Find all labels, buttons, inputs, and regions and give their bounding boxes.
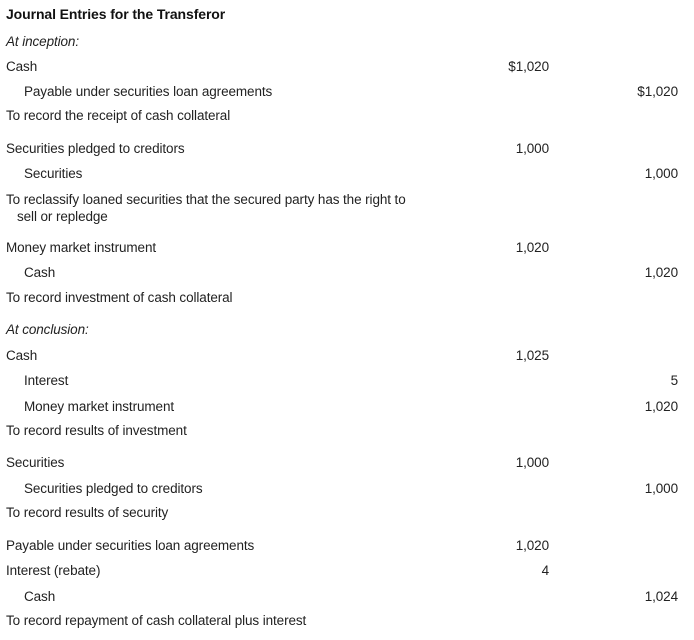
journal-line [6,164,678,184]
debit-amount: 1,020 [515,538,549,553]
debit-amount: 1,025 [515,348,549,363]
credit-amount: 1,000 [644,166,678,181]
account-name: Payable under securities loan agreements [24,84,273,99]
journal-line [6,371,678,391]
journal-line [6,397,678,417]
account-name: Cash [24,589,56,604]
debit-amount: $1,020 [508,59,549,74]
journal-line [6,139,678,159]
credit-amount: 1,020 [644,399,678,414]
account-name: Money market instrument [24,399,175,414]
debit-amount: 4 [541,563,549,578]
page-title: Journal Entries for the Transferor [6,6,226,22]
account-name: Cash [6,348,38,363]
account-name: Money market instrument [6,240,157,255]
debit-amount: 1,000 [515,455,549,470]
journal-line [6,82,678,102]
credit-amount: 1,000 [644,481,678,496]
description-continuation: sell or repledge [17,209,108,224]
credit-amount: $1,020 [637,84,678,99]
account-name: Interest [24,373,69,388]
journal-line [6,57,678,77]
account-name: Interest (rebate) [6,563,101,578]
credit-amount: 1,020 [644,265,678,280]
account-name: Securities [6,455,65,470]
journal-line [6,346,678,366]
credit-amount: 5 [670,373,678,388]
journal-line [6,479,678,499]
entry-description: To record investment of cash collateral [6,290,233,305]
account-name: Securities pledged to creditors [24,481,203,496]
journal-line [6,536,678,556]
journal-line [6,561,678,581]
journal-line [6,238,678,258]
description-text: To reclassify loaned securities that the secured party has the right to [6,192,406,207]
entry-description: To record the receipt of cash collateral [6,108,231,123]
account-name: Cash [6,59,38,74]
entry-description: To record repayment of cash collateral plus interest [6,613,307,628]
entry-description: To record results of investment [6,423,187,438]
section-label-conclusion: At conclusion: [6,322,89,337]
credit-amount: 1,024 [644,589,678,604]
account-name: Payable under securities loan agreements [6,538,255,553]
debit-amount: 1,020 [515,240,549,255]
debit-amount: 1,000 [515,141,549,156]
account-name: Securities [24,166,83,181]
account-name: Securities pledged to creditors [6,141,185,156]
section-label-inception: At inception: [6,34,79,49]
entry-description [6,191,446,225]
entry-description: To record results of security [6,505,169,520]
journal-line [6,263,678,283]
journal-line [6,453,678,473]
account-name: Cash [24,265,56,280]
journal-line [6,587,678,607]
